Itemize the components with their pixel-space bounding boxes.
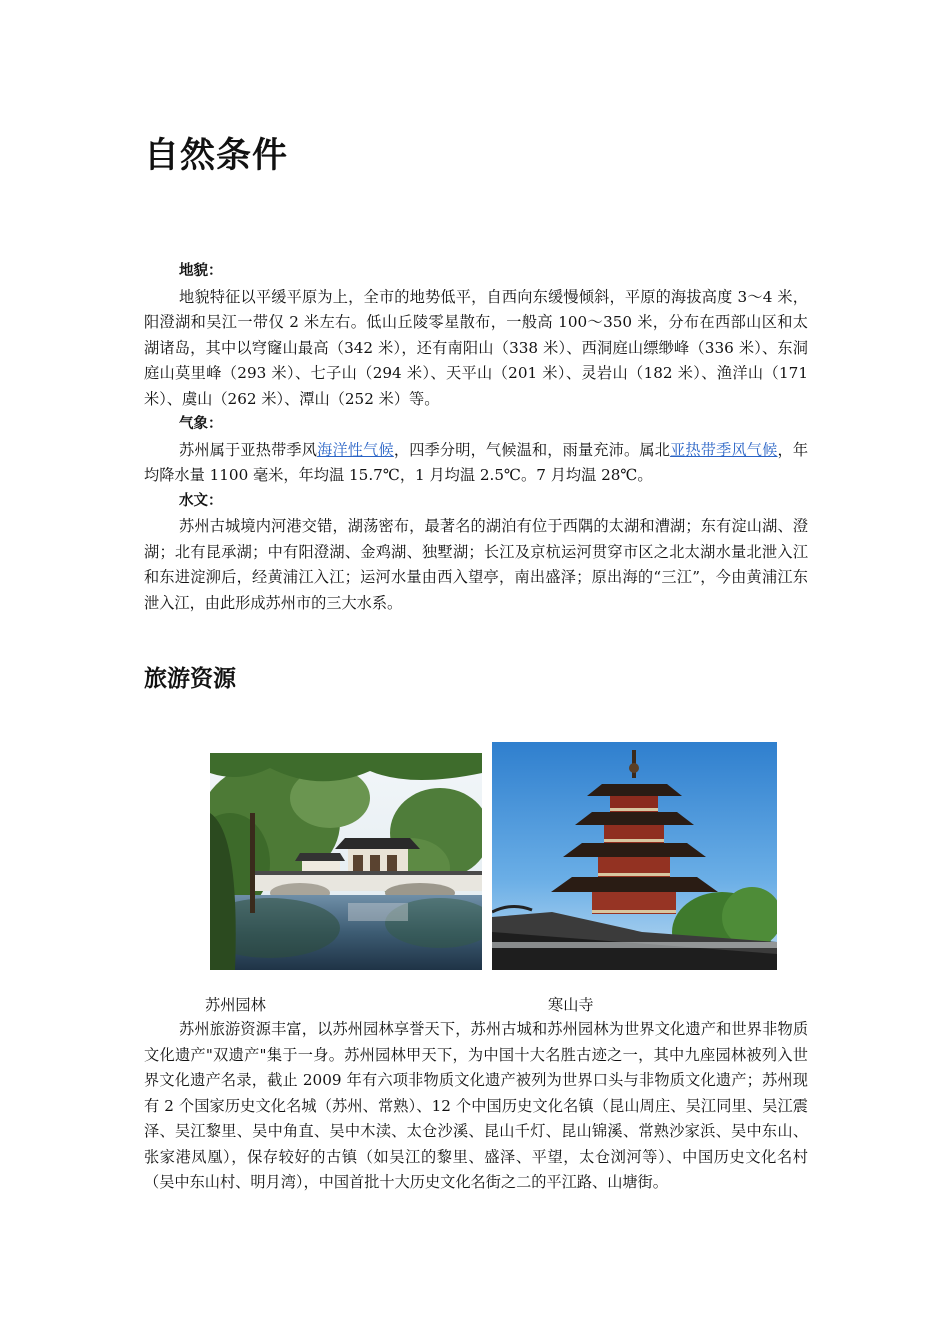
section-title-tourism: 旅游资源 xyxy=(144,666,236,692)
hydrology-heading: 水文： xyxy=(179,492,223,509)
tourism-body xyxy=(144,1017,808,1196)
climate-heading: 气象： xyxy=(179,416,223,432)
climate-paragraph xyxy=(144,438,808,489)
suzhou-garden-photo xyxy=(210,753,482,970)
caption-suzhou-garden: 苏州园林 xyxy=(205,996,266,1014)
climate-text-1: 苏州属于亚热带季风 xyxy=(179,440,318,459)
landform-paragraph: 地貌特征以平缓平原为上，全市的地势低平，自西向东缓慢倾斜，平原的海拔高度 3～4 米，阳澄湖和吴江一带仅 2 米左右。低山丘陵零星散布，一般高 100～350 米，分布在西部山区和太湖诸岛，其中以穹窿山最高（342 米），还有南阳山（338 米）、西洞庭山缥缈峰（336 米）、东洞庭山莫里峰（293 米）、七子山（294 米）、天平山（201 米）、灵岩山（182 米）、渔洋山（171 米）、虞山（262 米）、潭山（252 米）等。 xyxy=(144,287,808,408)
tourism-paragraph: 苏州旅游资源丰富，以苏州园林享誉天下，苏州古城和苏州园林为世界文化遗产和世界非物质文化遗产"双遗产"集于一身。苏州园林甲天下，为中国十大名胜古迹之一，其中九座园林被列入世界文化遗产名录，截止 2009 年有六项非物质文化遗产被列为世界口头与非物质文化遗产；苏州现有 2 个国家历史文化名城（苏州、常熟）、12 个中国历史文化名镇（昆山周庄、吴江同里、吴江震泽、吴江黎里、吴中角直、吴中木渎、太仓沙溪、昆山千灯、昆山锦溪、常熟沙家浜、吴中东山、张家港凤凰），保存较好的古镇（如吴江的黎里、盛泽、平望，太仓浏河等）、中国历史文化名村（吴中东山村、明月湾），中国首批十大历史文化名街之二的平江路、山塘街。 xyxy=(144,1020,808,1191)
landform-heading: 地貌： xyxy=(179,263,223,279)
section-title-natural-conditions: 自然条件 xyxy=(144,136,289,176)
hydrology-paragraph: 苏州古城境内河港交错，湖荡密布，最著名的湖泊有位于西隅的太湖和漕湖；东有淀山湖、澄湖；北有昆承湖；中有阳澄湖、金鸡湖、独墅湖；长江及京杭运河贯穿市区之北太湖水量北泄入江和东进淀泖后，经黄浦江入江；运河水量由西入望亭，南出盛泽；原出海的“三江”，今由黄浦江东泄入江，由此形成苏州市的三大水系。 xyxy=(144,517,808,612)
oceanic-climate-link[interactable]: 海洋性气候 xyxy=(317,440,394,459)
caption-hanshan-temple: 寒山寺 xyxy=(548,996,594,1014)
climate-text-2: ，四季分明，气候温和，雨量充沛。属北 xyxy=(393,440,671,459)
hanshan-temple-photo xyxy=(492,742,777,970)
subtropical-monsoon-link[interactable]: 亚热带季风气候 xyxy=(670,440,778,459)
natural-conditions-body xyxy=(144,259,808,616)
climate-text-3: ，年均降水量 1100 毫米，年均温 15.7℃，1 月均温 2.5℃。7 月均温 28℃。 xyxy=(144,440,809,484)
